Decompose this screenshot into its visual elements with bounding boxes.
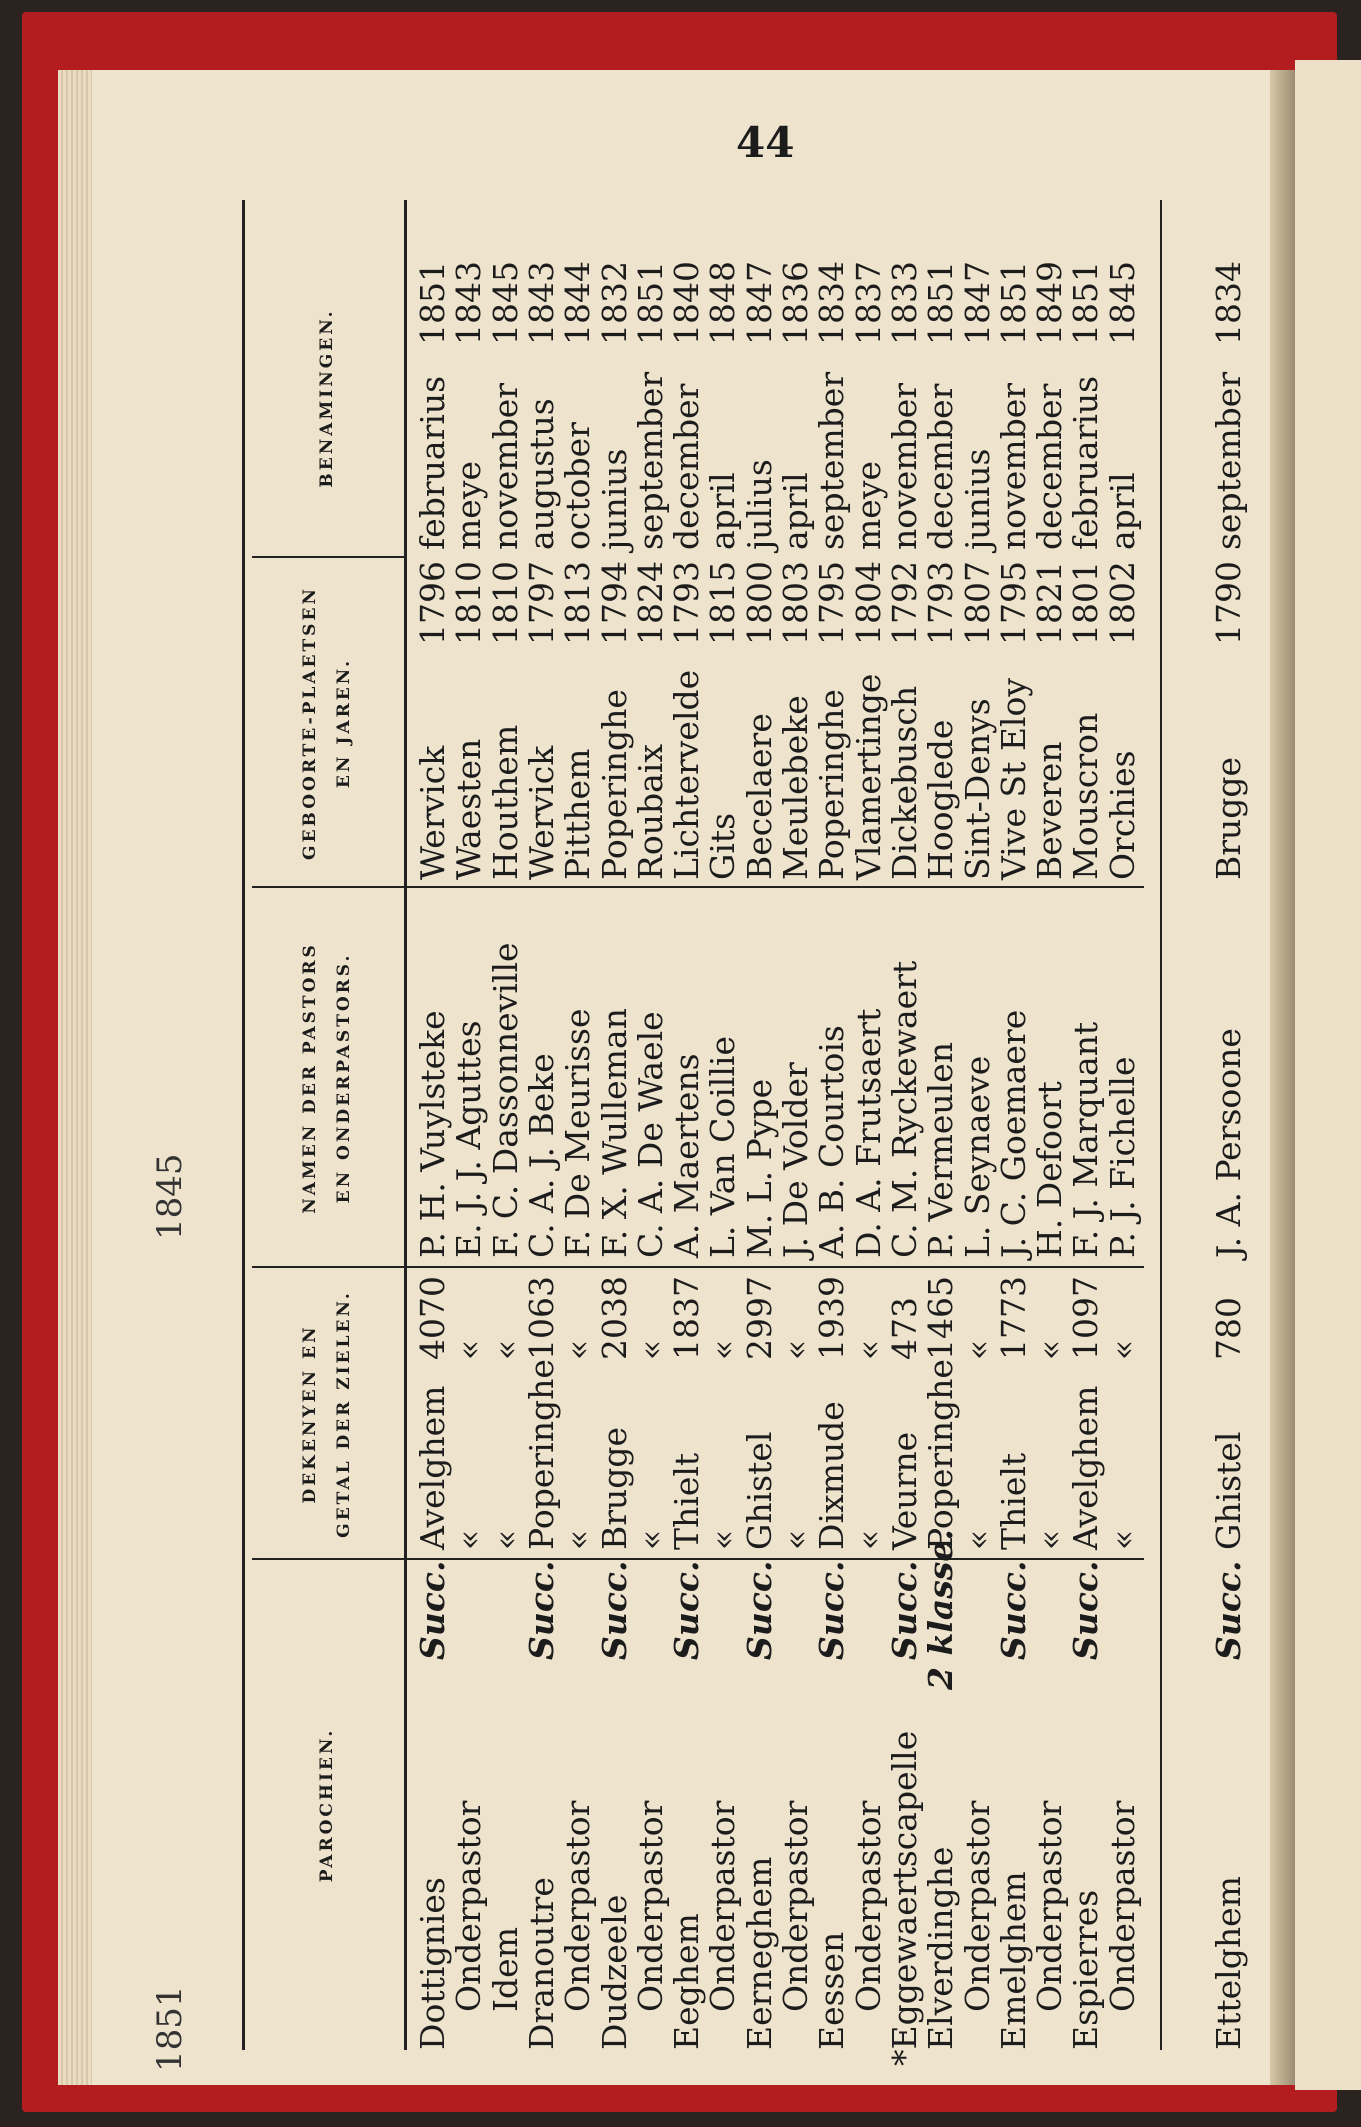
table-row bbox=[1210, 200, 1247, 2050]
month-cell: november bbox=[993, 382, 1033, 550]
table-row bbox=[487, 200, 524, 2050]
header-divider bbox=[252, 886, 404, 888]
birthyear-cell: 1813 bbox=[558, 561, 598, 645]
birthyear-cell: 1803 bbox=[776, 561, 815, 645]
table-row bbox=[596, 200, 633, 2050]
year-cell: 1848 bbox=[703, 261, 743, 345]
parish-cell: Onderpastor bbox=[630, 1800, 670, 2012]
souls-cell: 1063 bbox=[521, 1276, 561, 1360]
parish-cell: Eessen bbox=[812, 1931, 852, 2050]
parish-cell: *Eggewaertscapelle bbox=[884, 1730, 924, 2066]
header-geboorte-line2: EN JAREN. bbox=[334, 657, 354, 789]
deanery-cell: « bbox=[703, 1529, 743, 1550]
year-cell: 1837 bbox=[848, 261, 888, 345]
table-row bbox=[959, 200, 996, 2050]
status-cell: Succ. bbox=[413, 1560, 452, 1660]
parish-cell: Elverdinghe bbox=[921, 1846, 961, 2050]
name-cell: C. A. J. Beke bbox=[521, 1053, 561, 1258]
table-top-rule bbox=[242, 200, 245, 2050]
name-cell: L. Seynaeve bbox=[957, 1055, 997, 1258]
year-cell: 1847 bbox=[957, 261, 997, 345]
deanery-cell: Poperinghe bbox=[521, 1359, 561, 1550]
name-cell: F. C. Dassonneville bbox=[485, 942, 525, 1258]
name-cell: F. De Meurisse bbox=[558, 1008, 598, 1258]
table-row bbox=[632, 200, 669, 2050]
deanery-cell: Thielt bbox=[667, 1452, 707, 1550]
header-dekenyen bbox=[252, 1268, 402, 1560]
year-cell: 1840 bbox=[667, 261, 707, 345]
header-rule bbox=[404, 200, 407, 2050]
name-cell: J. A. Persoone bbox=[1209, 1028, 1248, 1258]
deanery-cell: Brugge bbox=[594, 1426, 634, 1550]
parish-cell: Onderpastor bbox=[957, 1800, 997, 2012]
header-benamingen-label: BENAMINGEN. bbox=[317, 308, 337, 488]
status-cell: Succ. bbox=[1066, 1560, 1106, 1660]
souls-cell: « bbox=[957, 1339, 997, 1360]
status-cell: 2 klasse. bbox=[921, 1529, 961, 1690]
deanery-cell: « bbox=[1102, 1529, 1142, 1550]
souls-cell: « bbox=[703, 1339, 743, 1360]
parish-cell: Eeghem bbox=[667, 1913, 707, 2050]
birthplace-cell: Beveren bbox=[1030, 741, 1070, 880]
birthplace-cell: Houthem bbox=[485, 724, 525, 880]
month-cell: november bbox=[884, 382, 924, 550]
deanery-cell: Poperinghe bbox=[921, 1359, 961, 1550]
month-cell: september bbox=[1209, 371, 1248, 550]
year-cell: 1851 bbox=[993, 261, 1033, 345]
birthyear-cell: 1792 bbox=[884, 561, 924, 645]
month-cell: november bbox=[485, 382, 525, 550]
deanery-cell: « bbox=[957, 1529, 997, 1550]
month-cell: meye bbox=[449, 461, 489, 550]
deanery-cell: Ghistel bbox=[1209, 1431, 1248, 1550]
table-row bbox=[1067, 200, 1104, 2050]
status-cell: Succ. bbox=[667, 1560, 707, 1660]
parish-cell: Eerneghem bbox=[739, 1856, 779, 2050]
name-cell: J. C. Goemaere bbox=[993, 1009, 1033, 1258]
month-cell: april bbox=[703, 472, 743, 550]
header-benamingen bbox=[252, 238, 402, 558]
deanery-cell: « bbox=[1030, 1529, 1070, 1550]
name-cell: M. L. Pype bbox=[739, 1078, 779, 1258]
souls-cell: « bbox=[630, 1339, 670, 1360]
birthplace-cell: Dickebusch bbox=[884, 685, 924, 880]
parish-cell: Espierres bbox=[1066, 1889, 1106, 2050]
year-cell: 1851 bbox=[413, 261, 452, 345]
name-cell: F. X. Wulleman bbox=[594, 1008, 634, 1258]
table-row bbox=[450, 200, 487, 2050]
year-cell: 1851 bbox=[630, 261, 670, 345]
souls-cell: « bbox=[848, 1339, 888, 1360]
name-cell: P. J. Fichelle bbox=[1102, 1056, 1142, 1258]
parish-cell: Ettelghem bbox=[1209, 1876, 1248, 2050]
year-cell: 1845 bbox=[485, 261, 525, 345]
souls-cell: 1837 bbox=[667, 1276, 707, 1360]
souls-cell: « bbox=[1030, 1339, 1070, 1360]
birthyear-cell: 1795 bbox=[993, 561, 1033, 645]
birthplace-cell: Poperinghe bbox=[812, 689, 852, 880]
table-row bbox=[523, 200, 560, 2050]
birthplace-cell: Gits bbox=[703, 812, 743, 880]
birthyear-cell: 1815 bbox=[703, 561, 743, 645]
status-cell: Succ. bbox=[884, 1560, 924, 1660]
year-cell: 1851 bbox=[1066, 261, 1106, 345]
year-cell: 1849 bbox=[1030, 261, 1070, 345]
deanery-cell: « bbox=[630, 1529, 670, 1550]
table-row bbox=[704, 200, 741, 2050]
birthyear-cell: 1790 bbox=[1209, 561, 1248, 645]
parish-cell: Idem bbox=[485, 1927, 525, 2012]
name-cell: H. Defoort bbox=[1030, 1081, 1070, 1258]
name-cell: A. B. Courtois bbox=[812, 1025, 852, 1258]
parish-table bbox=[252, 200, 1252, 2066]
birthyear-cell: 1794 bbox=[594, 561, 634, 645]
month-cell: julius bbox=[739, 459, 779, 550]
month-cell: februarius bbox=[413, 375, 452, 550]
table-row bbox=[1031, 200, 1068, 2050]
birthplace-cell: Mouscron bbox=[1066, 712, 1106, 880]
header-dekenyen-line2: GETAL DER ZIELEN. bbox=[334, 1290, 354, 1538]
header-divider bbox=[252, 556, 404, 558]
deanery-cell: Dixmude bbox=[812, 1401, 852, 1550]
birthplace-cell: Meulebeke bbox=[776, 695, 815, 880]
birthyear-cell: 1800 bbox=[739, 561, 779, 645]
souls-cell: « bbox=[776, 1339, 815, 1360]
souls-cell: 1465 bbox=[921, 1276, 961, 1360]
parish-cell: Onderpastor bbox=[558, 1800, 598, 2012]
year-cell: 1836 bbox=[776, 261, 815, 345]
birthplace-cell: Orchies bbox=[1102, 750, 1142, 880]
birthplace-cell: Wervick bbox=[413, 745, 452, 880]
year-cell: 1843 bbox=[521, 261, 561, 345]
birthplace-cell: Pitthem bbox=[558, 748, 598, 880]
month-cell: december bbox=[667, 383, 707, 550]
deanery-cell: Avelghem bbox=[1066, 1385, 1106, 1550]
header-geboorte bbox=[252, 558, 402, 888]
birthplace-cell: Wervick bbox=[521, 745, 561, 880]
parish-cell: Emelghem bbox=[993, 1871, 1033, 2050]
birthplace-cell: Lichtervelde bbox=[667, 669, 707, 880]
souls-cell: « bbox=[1102, 1339, 1142, 1360]
status-cell: Succ. bbox=[993, 1560, 1033, 1660]
birthyear-cell: 1821 bbox=[1030, 561, 1070, 645]
parish-cell: Onderpastor bbox=[776, 1800, 815, 2012]
souls-cell: 473 bbox=[884, 1297, 924, 1360]
header-parochien bbox=[252, 1560, 402, 2050]
parish-cell: Dudzeele bbox=[594, 1894, 634, 2050]
birthyear-cell: 1807 bbox=[957, 561, 997, 645]
souls-cell: « bbox=[485, 1339, 525, 1360]
status-cell: Succ. bbox=[812, 1560, 852, 1660]
month-cell: april bbox=[1102, 472, 1142, 550]
year-cell: 1843 bbox=[449, 261, 489, 345]
table-row bbox=[777, 200, 814, 2050]
header-parochien-label: PAROCHIEN. bbox=[317, 1727, 337, 1883]
month-cell: februarius bbox=[1066, 375, 1106, 550]
deanery-cell: « bbox=[848, 1529, 888, 1550]
birthyear-cell: 1793 bbox=[667, 561, 707, 645]
month-cell: junius bbox=[957, 448, 997, 550]
table-row bbox=[884, 200, 924, 2066]
month-cell: september bbox=[812, 371, 852, 550]
deanery-cell: Thielt bbox=[993, 1452, 1033, 1550]
status-cell: Succ. bbox=[521, 1560, 561, 1660]
name-cell: P. H. Vuylsteke bbox=[413, 1010, 452, 1258]
birthplace-cell: Poperinghe bbox=[594, 689, 634, 880]
parish-cell: Dranoutre bbox=[521, 1877, 561, 2050]
name-cell: P. Vermeulen bbox=[921, 1041, 961, 1258]
month-cell: april bbox=[776, 472, 815, 550]
parish-cell: Onderpastor bbox=[1030, 1800, 1070, 2012]
month-cell: junius bbox=[594, 448, 634, 550]
birthyear-cell: 1810 bbox=[485, 561, 525, 645]
year-cell: 1851 bbox=[921, 261, 961, 345]
parish-cell: Onderpastor bbox=[449, 1800, 489, 2012]
margin-year-fragment: 1851 bbox=[150, 1985, 190, 2072]
month-cell: september bbox=[630, 371, 670, 550]
birthplace-cell: Vive St Eloy bbox=[993, 678, 1033, 880]
souls-cell: 2038 bbox=[594, 1276, 634, 1360]
name-cell: D. A. Frutsaert bbox=[848, 1008, 888, 1258]
souls-cell: « bbox=[449, 1339, 489, 1360]
status-cell: Succ. bbox=[594, 1560, 634, 1660]
month-cell: december bbox=[1030, 383, 1070, 550]
year-cell: 1834 bbox=[1209, 261, 1248, 345]
facing-page-edge bbox=[1295, 60, 1361, 2090]
page-number: 44 bbox=[736, 118, 795, 167]
deanery-cell: « bbox=[558, 1529, 598, 1550]
name-cell: L. Van Coillie bbox=[703, 1036, 743, 1258]
header-namen-line1: NAMEN DER PASTORS bbox=[300, 942, 320, 1214]
birthplace-cell: Brugge bbox=[1209, 756, 1248, 880]
name-cell: E. J. J. Aguttes bbox=[449, 1020, 489, 1258]
name-cell: A. Maertens bbox=[667, 1053, 707, 1258]
birthyear-cell: 1810 bbox=[449, 561, 489, 645]
name-cell: F. J. Marquant bbox=[1066, 1021, 1106, 1258]
table-row bbox=[995, 200, 1032, 2050]
year-cell: 1833 bbox=[884, 261, 924, 345]
birthyear-cell: 1797 bbox=[521, 561, 561, 645]
name-cell: J. De Volder bbox=[776, 1062, 815, 1258]
year-cell: 1845 bbox=[1102, 261, 1142, 345]
status-cell: Succ. bbox=[739, 1560, 779, 1660]
year-cell: 1834 bbox=[812, 261, 852, 345]
deanery-cell: « bbox=[776, 1529, 815, 1550]
deanery-cell: Veurne bbox=[884, 1431, 924, 1550]
table-row bbox=[813, 200, 850, 2050]
birthyear-cell: 1802 bbox=[1102, 561, 1142, 645]
deanery-cell: Ghistel bbox=[739, 1431, 779, 1550]
birthyear-cell: 1804 bbox=[848, 561, 888, 645]
birthyear-cell: 1795 bbox=[812, 561, 852, 645]
souls-cell: 780 bbox=[1209, 1297, 1248, 1360]
margin-year-fragment-lower: 1845 bbox=[150, 1153, 190, 1240]
birthplace-cell: Sint-Denys bbox=[957, 698, 997, 880]
souls-cell: 1939 bbox=[812, 1276, 852, 1360]
birthyear-cell: 1796 bbox=[413, 561, 452, 645]
deanery-cell: « bbox=[485, 1529, 525, 1550]
table-row bbox=[1104, 200, 1141, 2050]
name-cell: C. M. Ryckewaert bbox=[884, 960, 924, 1258]
name-cell: C. A. De Waele bbox=[630, 1011, 670, 1258]
deanery-cell: Avelghem bbox=[413, 1385, 452, 1550]
table-row bbox=[922, 200, 959, 2050]
table-row bbox=[414, 200, 451, 2050]
year-cell: 1847 bbox=[739, 261, 779, 345]
birthplace-cell: Vlamertinge bbox=[848, 673, 888, 880]
status-cell: Succ. bbox=[1209, 1560, 1248, 1660]
table-row bbox=[741, 200, 778, 2050]
parish-cell: Onderpastor bbox=[1102, 1800, 1142, 2012]
header-geboorte-line1: GEBOORTE-PLAETSEN bbox=[300, 586, 320, 860]
table-row bbox=[668, 200, 705, 2050]
parish-cell: Dottignies bbox=[413, 1877, 452, 2050]
month-cell: augustus bbox=[521, 398, 561, 550]
header-namen bbox=[252, 888, 402, 1268]
birthyear-cell: 1824 bbox=[630, 561, 670, 645]
birthyear-cell: 1793 bbox=[921, 561, 961, 645]
year-cell: 1844 bbox=[558, 261, 598, 345]
table-row bbox=[850, 200, 887, 2050]
souls-cell: 1773 bbox=[993, 1276, 1033, 1360]
parish-cell: Onderpastor bbox=[703, 1800, 743, 2012]
month-cell: december bbox=[921, 383, 961, 550]
souls-cell: 4070 bbox=[413, 1276, 452, 1360]
table-bottom-rule bbox=[1160, 200, 1162, 2050]
header-divider bbox=[252, 1558, 404, 1560]
birthplace-cell: Hooglede bbox=[921, 719, 961, 880]
deanery-cell: « bbox=[449, 1529, 489, 1550]
month-cell: october bbox=[558, 422, 598, 550]
header-dekenyen-line1: DEKENYEN EN bbox=[300, 1324, 320, 1504]
birthyear-cell: 1801 bbox=[1066, 561, 1106, 645]
header-divider bbox=[252, 1266, 404, 1268]
souls-cell: 1097 bbox=[1066, 1276, 1106, 1360]
souls-cell: « bbox=[558, 1339, 598, 1360]
parish-cell: Onderpastor bbox=[848, 1800, 888, 2012]
month-cell: meye bbox=[848, 461, 888, 550]
birthplace-cell: Becelaere bbox=[739, 713, 779, 880]
birthplace-cell: Roubaix bbox=[630, 744, 670, 880]
table-row bbox=[559, 200, 596, 2050]
year-cell: 1832 bbox=[594, 261, 634, 345]
table-header bbox=[252, 200, 406, 2050]
header-namen-line2: EN ONDERPASTORS. bbox=[334, 952, 354, 1204]
birthplace-cell: Waesten bbox=[449, 738, 489, 880]
souls-cell: 2997 bbox=[739, 1276, 779, 1360]
